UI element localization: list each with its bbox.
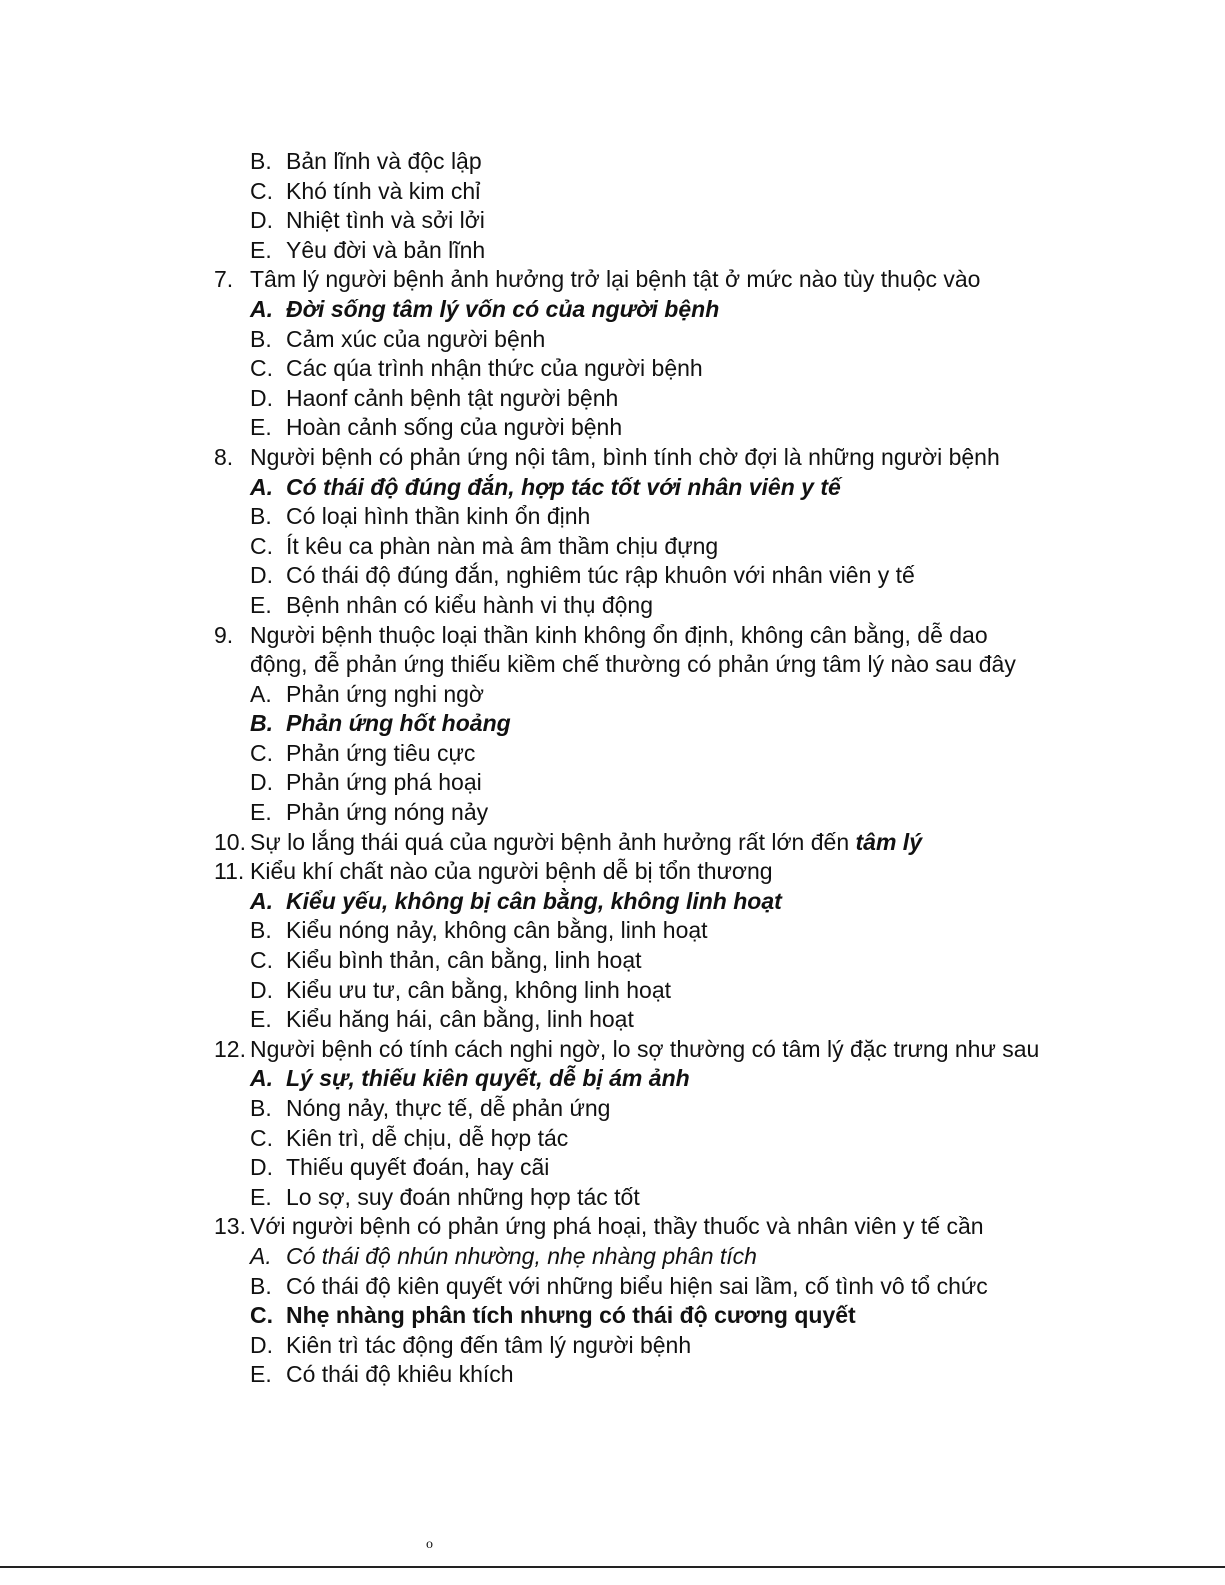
answer-option bbox=[0, 976, 1225, 1006]
question-text-body: Người bệnh có tính cách nghi ngờ, lo sợ thường có tâm lý đặc trưng như sau bbox=[250, 1035, 1040, 1062]
option-text: Phản ứng hốt hoảng bbox=[286, 710, 511, 737]
question-number: 10. bbox=[214, 828, 246, 855]
question-text bbox=[250, 828, 922, 858]
answer-option bbox=[0, 946, 1225, 976]
option-letter: B. bbox=[250, 710, 273, 737]
option-text: Phản ứng nóng nảy bbox=[286, 799, 489, 826]
option-text: Cảm xúc của người bệnh bbox=[286, 325, 546, 352]
answer-option bbox=[0, 532, 1225, 562]
option-letter: B. bbox=[250, 503, 272, 530]
option-text: Nóng nảy, thực tế, dễ phản ứng bbox=[286, 1095, 611, 1121]
answer-option bbox=[0, 709, 1225, 739]
option-letter: E. bbox=[250, 591, 272, 618]
option-text: Kiểu hăng hái, cân bằng, linh hoạt bbox=[286, 1006, 634, 1033]
option-text: Có thái độ nhún nhường, nhẹ nhàng phân tích bbox=[286, 1242, 757, 1269]
document-page bbox=[0, 147, 1225, 1390]
answer-option bbox=[0, 1301, 1225, 1331]
option-letter: D. bbox=[250, 1331, 273, 1358]
option-text: Thiếu quyết đoán, hay cãi bbox=[286, 1154, 550, 1181]
option-text: Kiểu bình thản, cân bằng, linh hoạt bbox=[286, 947, 642, 974]
option-text: Kiên trì, dễ chịu, dễ hợp tác bbox=[286, 1124, 569, 1151]
footer-mark: o bbox=[426, 1537, 433, 1552]
question-text bbox=[250, 621, 988, 651]
answer-option bbox=[0, 887, 1225, 917]
option-letter: B. bbox=[250, 917, 272, 944]
question-stem bbox=[0, 265, 1225, 295]
option-text: Bản lĩnh và độc lập bbox=[286, 148, 482, 174]
option-text: Phản ứng nghi ngờ bbox=[286, 680, 485, 707]
question-text-body: Người bệnh thuộc loại thần kinh không ổn định, không cân bằng, dễ dao bbox=[250, 621, 988, 648]
option-letter: E. bbox=[250, 236, 272, 263]
question-stem bbox=[0, 1212, 1225, 1242]
answer-option bbox=[0, 147, 1225, 177]
question-number: 7. bbox=[214, 266, 234, 293]
option-letter: C. bbox=[250, 1302, 273, 1329]
question-text bbox=[250, 1212, 984, 1242]
option-letter: B. bbox=[250, 1095, 272, 1121]
answer-option bbox=[0, 1153, 1225, 1183]
question-answer-emphasis: tâm lý bbox=[855, 828, 922, 855]
question-text bbox=[250, 265, 980, 295]
question-text bbox=[250, 650, 1016, 680]
option-text: Các qúa trình nhận thức của người bệnh bbox=[286, 355, 703, 382]
option-text: Haonf cảnh bệnh tật người bệnh bbox=[286, 384, 619, 411]
answer-option bbox=[0, 177, 1225, 207]
answer-option bbox=[0, 1094, 1225, 1124]
option-letter: A. bbox=[250, 1242, 272, 1269]
option-letter: B. bbox=[250, 325, 272, 352]
answer-option bbox=[0, 1124, 1225, 1154]
question-stem bbox=[0, 621, 1225, 651]
option-text: Kiên trì tác động đến tâm lý người bệnh bbox=[286, 1331, 692, 1358]
option-letter: D. bbox=[250, 562, 273, 589]
option-letter: D. bbox=[250, 769, 273, 796]
answer-option bbox=[0, 206, 1225, 236]
question-stem-continued bbox=[0, 650, 1225, 680]
option-letter: C. bbox=[250, 177, 273, 204]
option-letter: E. bbox=[250, 1183, 272, 1210]
answer-option bbox=[0, 1272, 1225, 1302]
option-letter: E. bbox=[250, 414, 272, 441]
question-number: 13. bbox=[214, 1213, 246, 1240]
question-text-body: Người bệnh có phản ứng nội tâm, bình tính chờ đợi là những người bệnh bbox=[250, 443, 1000, 470]
question-text bbox=[250, 1035, 1039, 1065]
answer-option bbox=[0, 1183, 1225, 1213]
option-text: Có thái độ đúng đắn, hợp tác tốt với nhân viên y tế bbox=[286, 473, 841, 500]
option-letter: A. bbox=[250, 295, 273, 322]
option-letter: C. bbox=[250, 739, 273, 766]
option-text: Có thái độ kiên quyết với những biểu hiện sai lầm, cố tình vô tổ chức bbox=[286, 1272, 988, 1299]
answer-option bbox=[0, 354, 1225, 384]
answer-option bbox=[0, 1360, 1225, 1390]
question-text-body: động, đễ phản ứng thiếu kiềm chế thường có phản ứng tâm lý nào sau đây bbox=[250, 651, 1016, 678]
option-text: Khó tính và kim chỉ bbox=[286, 177, 481, 204]
option-letter: C. bbox=[250, 1124, 273, 1151]
question-stem bbox=[0, 1035, 1225, 1065]
bottom-rule bbox=[0, 1566, 1225, 1568]
option-text: Phản ứng tiêu cực bbox=[286, 739, 476, 766]
question-text bbox=[250, 443, 1000, 473]
option-letter: D. bbox=[250, 976, 273, 1003]
answer-option bbox=[0, 502, 1225, 532]
option-text: Nhiệt tình và sởi lởi bbox=[286, 207, 485, 234]
option-text: Ít kêu ca phàn nàn mà âm thầm chịu đựng bbox=[286, 532, 719, 559]
option-letter: A. bbox=[250, 887, 273, 914]
option-text: Bệnh nhân có kiểu hành vi thụ động bbox=[286, 591, 654, 618]
option-text: Lý sự, thiếu kiên quyết, dễ bị ám ảnh bbox=[286, 1065, 690, 1092]
answer-option bbox=[0, 384, 1225, 414]
option-letter: A. bbox=[250, 1065, 273, 1092]
option-text: Yêu đời và bản lĩnh bbox=[286, 236, 486, 263]
option-letter: B. bbox=[250, 148, 272, 174]
question-text-body: Kiểu khí chất nào của người bệnh dễ bị tổn thương bbox=[250, 858, 773, 885]
answer-option bbox=[0, 798, 1225, 828]
option-text: Nhẹ nhàng phân tích nhưng có thái độ cương quyết bbox=[286, 1302, 856, 1329]
option-text: Phản ứng phá hoại bbox=[286, 769, 482, 796]
answer-option bbox=[0, 236, 1225, 266]
option-text: Hoàn cảnh sống của người bệnh bbox=[286, 414, 623, 441]
option-letter: E. bbox=[250, 1361, 272, 1388]
answer-option bbox=[0, 1242, 1225, 1272]
answer-option bbox=[0, 680, 1225, 710]
answer-option bbox=[0, 1005, 1225, 1035]
answer-option bbox=[0, 473, 1225, 503]
question-text bbox=[250, 857, 773, 887]
option-letter: D. bbox=[250, 1154, 273, 1181]
option-letter: D. bbox=[250, 384, 273, 411]
option-text: Kiểu ưu tư, cân bằng, không linh hoạt bbox=[286, 976, 672, 1003]
answer-option bbox=[0, 561, 1225, 591]
question-stem bbox=[0, 828, 1225, 858]
answer-option bbox=[0, 916, 1225, 946]
option-text: Có thái độ đúng đắn, nghiêm túc rập khuôn với nhân viên y tế bbox=[286, 562, 915, 589]
option-letter: C. bbox=[250, 355, 273, 382]
question-number: 12. bbox=[214, 1035, 246, 1062]
option-letter: C. bbox=[250, 947, 273, 974]
answer-option bbox=[0, 1064, 1225, 1094]
answer-option bbox=[0, 325, 1225, 355]
answer-option bbox=[0, 739, 1225, 769]
option-letter: D. bbox=[250, 207, 273, 234]
answer-option bbox=[0, 768, 1225, 798]
option-letter: A. bbox=[250, 680, 272, 707]
question-text-body: Sự lo lắng thái quá của người bệnh ảnh hưởng rất lớn đến bbox=[250, 828, 856, 855]
option-letter: A. bbox=[250, 473, 273, 500]
option-letter: C. bbox=[250, 532, 273, 559]
question-number: 8. bbox=[214, 443, 234, 470]
option-letter: B. bbox=[250, 1272, 272, 1299]
option-text: Đời sống tâm lý vốn có của người bệnh bbox=[286, 295, 720, 322]
question-text-body: Tâm lý người bệnh ảnh hưởng trở lại bệnh tật ở mức nào tùy thuộc vào bbox=[250, 266, 981, 293]
answer-option bbox=[0, 591, 1225, 621]
option-letter: E. bbox=[250, 799, 272, 826]
question-text-body: Với người bệnh có phản ứng phá hoại, thầy thuốc và nhân viên y tế cần bbox=[250, 1213, 984, 1240]
question-stem bbox=[0, 443, 1225, 473]
option-text: Lo sợ, suy đoán những hợp tác tốt bbox=[286, 1183, 640, 1210]
option-text: Kiểu nóng nảy, không cân bằng, linh hoạt bbox=[286, 917, 708, 944]
question-stem bbox=[0, 857, 1225, 887]
question-number: 9. bbox=[214, 621, 234, 648]
question-number: 11. bbox=[214, 858, 245, 885]
option-text: Kiểu yếu, không bị cân bằng, không linh hoạt bbox=[286, 887, 782, 914]
option-text: Có thái độ khiêu khích bbox=[286, 1361, 514, 1388]
answer-option bbox=[0, 413, 1225, 443]
answer-option bbox=[0, 1331, 1225, 1361]
option-letter: E. bbox=[250, 1006, 272, 1033]
option-text: Có loại hình thần kinh ổn định bbox=[286, 503, 591, 530]
answer-option bbox=[0, 295, 1225, 325]
